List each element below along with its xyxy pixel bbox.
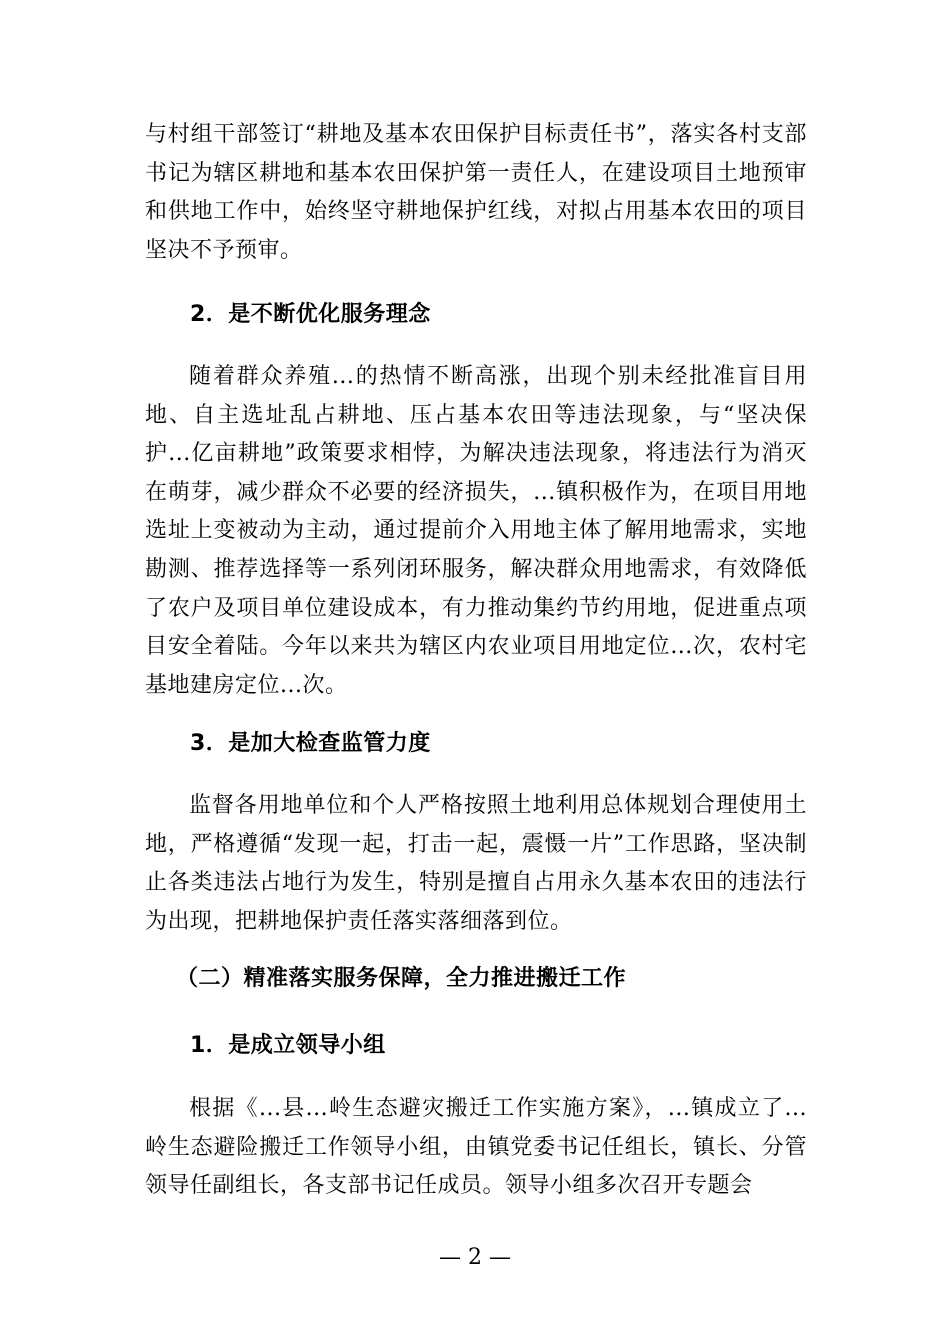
heading-leadership-group: 1．是成立领导小组 — [190, 1033, 386, 1058]
paragraph-leadership-group: 根据《...县...岭生态避灾搬迁工作实施方案》，...镇成立了...岭生态避险搬迁工作领导小组，由镇党委书记任组长，镇长、分管领导任副组长，各支部书记任成员。领导小组多次召开专题会 — [145, 1096, 807, 1199]
paragraph-inspection-supervision: 监督各用地单位和个人严格按照土地利用总体规划合理使用土地，严格遵循“发现一起，打击一起，震慑一片”工作思路，坚决制止各类违法占地行为发生，特别是擅自占用永久基本农田的违法行为出现，把耕地保护责任落实落细落到位。 — [145, 793, 807, 934]
paragraph-land-protection-responsibility: 与村组干部签订“耕地及基本农田保护目标责任书”，落实各村支部书记为辖区耕地和基本农田保护第一责任人，在建设项目土地预审和供地工作中，始终坚守耕地保护红线，对拟占用基本农田的项目坚决不予预审。 — [145, 122, 807, 263]
heading-inspection-supervision: 3．是加大检查监管力度 — [190, 731, 431, 756]
page-number: — 2 — — [439, 1245, 511, 1270]
section-heading-relocation: （二）精准落实服务保障，全力推进搬迁工作 — [176, 966, 627, 991]
paragraph-optimize-service: 随着群众养殖...的热情不断高涨，出现个别未经批准盲目用地、自主选址乱占耕地、压占基本农田等违法现象，与“坚决保护...亿亩耕地”政策要求相悖，为解决违法现象，将违法行为消灭在萌芽，减少群众不必要的经济损失，...镇积极作为，在项目用地选址上变被动为主动，通过提前介入用地主体了解用地需求，实地勘测、推荐选择等一系列闭环服务，解决群众用地需求，有效降低了农户及项目单位建设成本，有力推动集约节约用地，促进重点项目安全着陆。今年以来共为辖区内农业项目用地定位...次，农村宅基地建房定位...次。 — [145, 364, 807, 698]
heading-optimize-service: 2．是不断优化服务理念 — [190, 302, 431, 327]
